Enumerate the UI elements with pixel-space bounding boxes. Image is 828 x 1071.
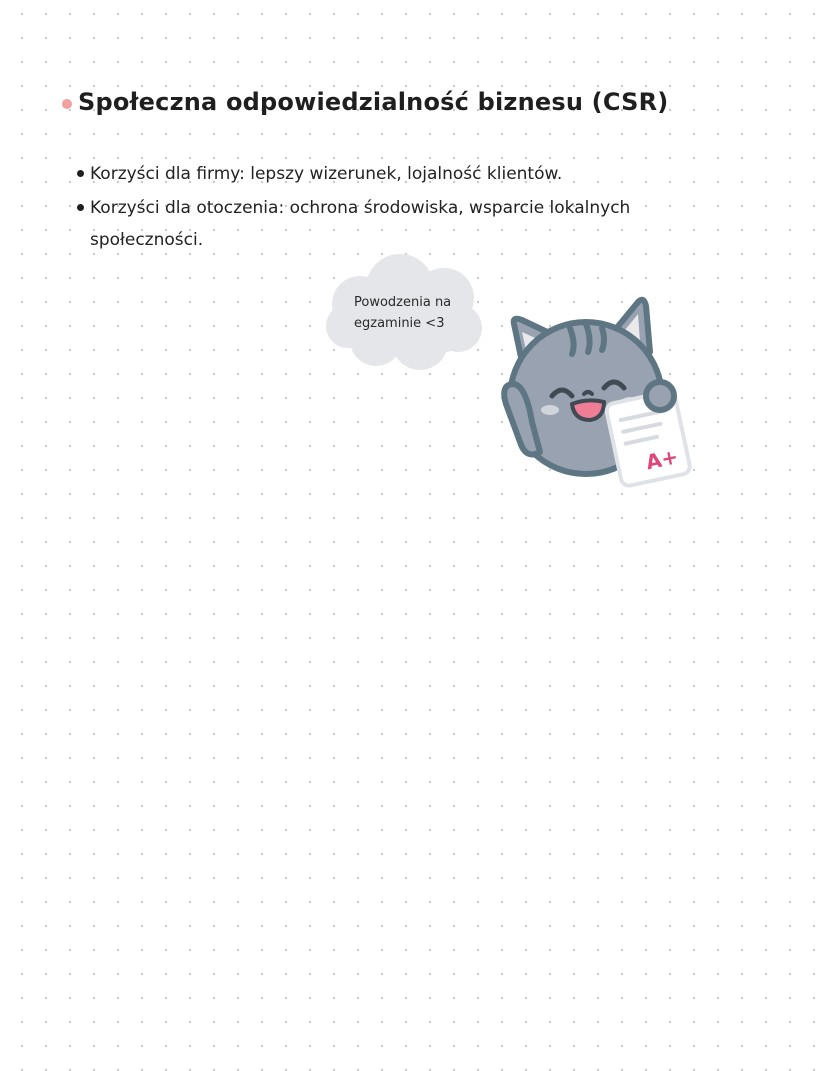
bullet-dot-icon (77, 170, 84, 177)
bullet-text: Korzyści dla firmy: lepszy wizerunek, lojalność klientów. (90, 164, 563, 184)
speech-cloud (320, 252, 490, 372)
cloud-message: Powodzenia na egzaminie <3 (354, 295, 452, 331)
bullet-text: Korzyści dla otoczenia: ochrona środowiska, wsparcie lokalnych społeczności. (90, 198, 631, 250)
section-heading (62, 88, 668, 116)
heading-title: Społeczna odpowiedzialność biznesu (CSR) (78, 88, 669, 116)
bullet-list (74, 158, 634, 258)
bullet-item (74, 158, 634, 190)
heading-bullet-dot (62, 99, 72, 109)
bullet-item (74, 192, 634, 256)
grade-label: A+ (643, 444, 681, 475)
bullet-dot-icon (77, 204, 84, 211)
cat-mascot-icon (492, 292, 702, 488)
